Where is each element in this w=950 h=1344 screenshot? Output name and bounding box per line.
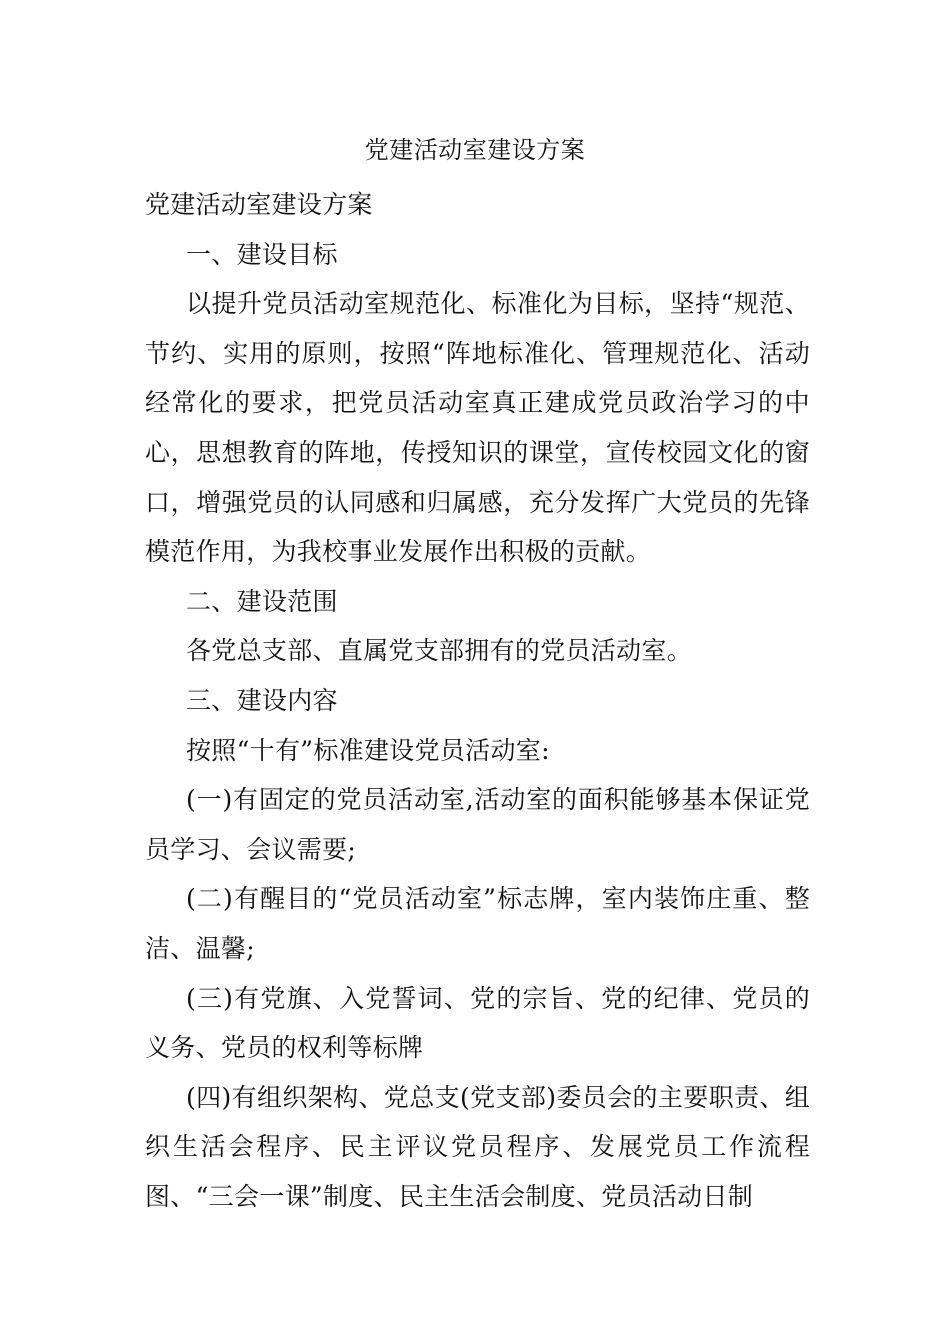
section-heading-scope: 二、建设范围 — [186, 586, 338, 616]
paragraph-goal-text: 以提升党员活动室规范化、标准化为目标，坚持“规范、节约、实用的原则，按照“阵地标准化、管理规范化、活动经常化的要求，把党员活动室真正建成党员政治学习的中心，思想教育的阵地，传授知识的课堂，宣传校园文化的窗口，增强党员的认同感和归属感，充分发挥广大党员的先锋模范作用，为我校事业发展作出积极的贡献。 — [145, 289, 810, 567]
document-subtitle: 党建活动室建设方案 — [145, 190, 373, 219]
document-body — [145, 180, 810, 1221]
list-item-3: (三)有党旗、入党誓词、党的宗旨、党的纪律、党员的义务、党员的权利等标牌 — [145, 983, 810, 1063]
list-item-2: (二)有醒目的“党员活动室”标志牌，室内装饰庄重、整洁、温馨; — [145, 884, 810, 963]
section-heading-content: 三、建设内容 — [186, 685, 338, 715]
document-title: 党建活动室建设方案 — [364, 136, 586, 164]
list-item-4: (四)有组织架构、党总支(党支部)委员会的主要职责、组织生活会程序、民主评议党员程序、发展党员工作流程图、“三会一课”制度、民主生活会制度、党员活动日制 — [145, 1082, 810, 1211]
section-heading-goal: 一、建设目标 — [186, 239, 338, 269]
paragraph-scope-text: 各党总支部、直属党支部拥有的党员活动室。 — [186, 636, 693, 666]
list-item-1: (一)有固定的党员活动室,活动室的面积能够基本保证党员学习、会议需要; — [145, 785, 810, 864]
paragraph-content-intro: 按照“十有”标准建设党员活动室: — [186, 735, 550, 765]
